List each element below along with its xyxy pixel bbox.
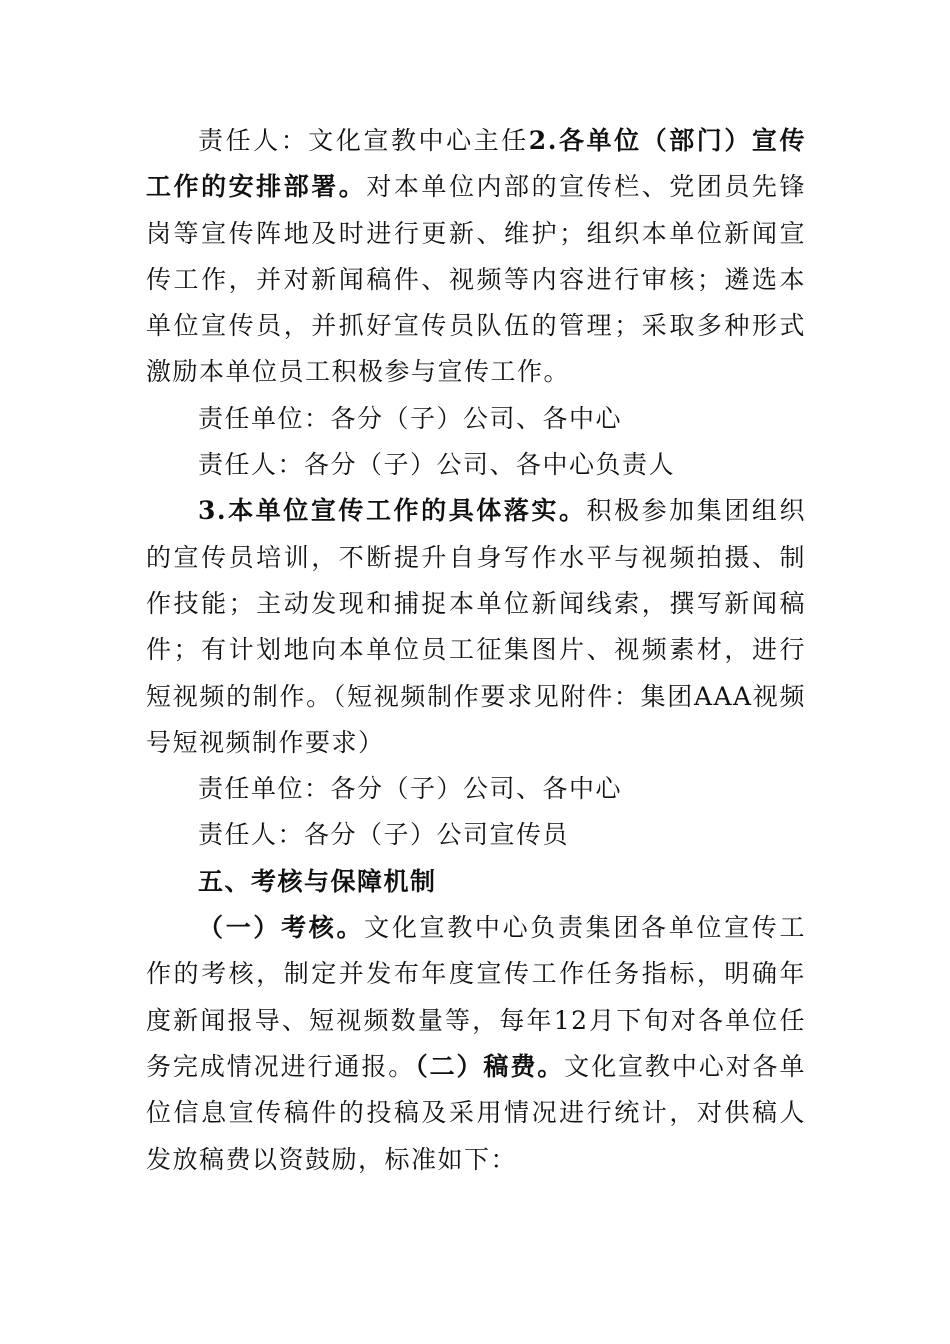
section-heading-2: 2.各单位（部门）宣传工作的安排部署。 (146, 126, 806, 202)
subsection-1-body: 文化宣教中心负责集团各单位宣传工作的考核，制定并发布年度宣传工作任务指标，明确年度新闻报导、短视频数量等，每年12月下旬对各单位任务完成情况进行通报。 (146, 913, 806, 1081)
responsible-person-3: 责任人：各分（子）公司宣传员 (198, 820, 570, 850)
responsible-person-2: 责任人：各分（子）公司、各中心负责人 (198, 450, 676, 480)
paragraph-1 (146, 118, 806, 396)
paragraph-3-body: 积极参加集团组织的宣传员培训，不断提升自身写作水平与视频拍摄、制作技能；主动发现和捕捉本单位新闻线索，撰写新闻稿件；有计划地向本单位员工征集图片、视频素材，进行短视频的制作。（短视频制作要求见附件：集团AAA视频号短视频制作要求） (146, 496, 806, 757)
paragraph-5 (146, 905, 806, 1183)
paragraph-3 (146, 488, 806, 766)
subsection-heading-1: （一）考核。 (198, 913, 365, 943)
subsection-heading-2: （二）稿费。 (415, 1051, 565, 1081)
document-body (146, 118, 806, 1183)
subsection-2-body: 文化宣教中心对各单位信息宣传稿件的投稿及采用情况进行统计，对供稿人发放稿费以资鼓励，标准如下： (146, 1051, 806, 1174)
responsible-unit-1: 责任单位：各分（子）公司、各中心 (198, 403, 623, 433)
paragraph-1-body: 对本单位内部的宣传栏、党团员先锋岗等宣传阵地及时进行更新、维护；组织本单位新闻宣传工作，并对新闻稿件、视频等内容进行审核；遴选本单位宣传员，并抓好宣传员队伍的管理；采取多种形式激励本单位员工积极参与宣传工作。 (146, 172, 806, 387)
responsible-unit-3: 责任单位：各分（子）公司、各中心 (198, 774, 623, 804)
section-heading-3: 3.本单位宣传工作的具体落实。 (198, 496, 587, 526)
section-title-5: 五、考核与保障机制 (198, 866, 437, 896)
responsible-person-line: 责任人：文化宣教中心主任 (198, 126, 529, 155)
